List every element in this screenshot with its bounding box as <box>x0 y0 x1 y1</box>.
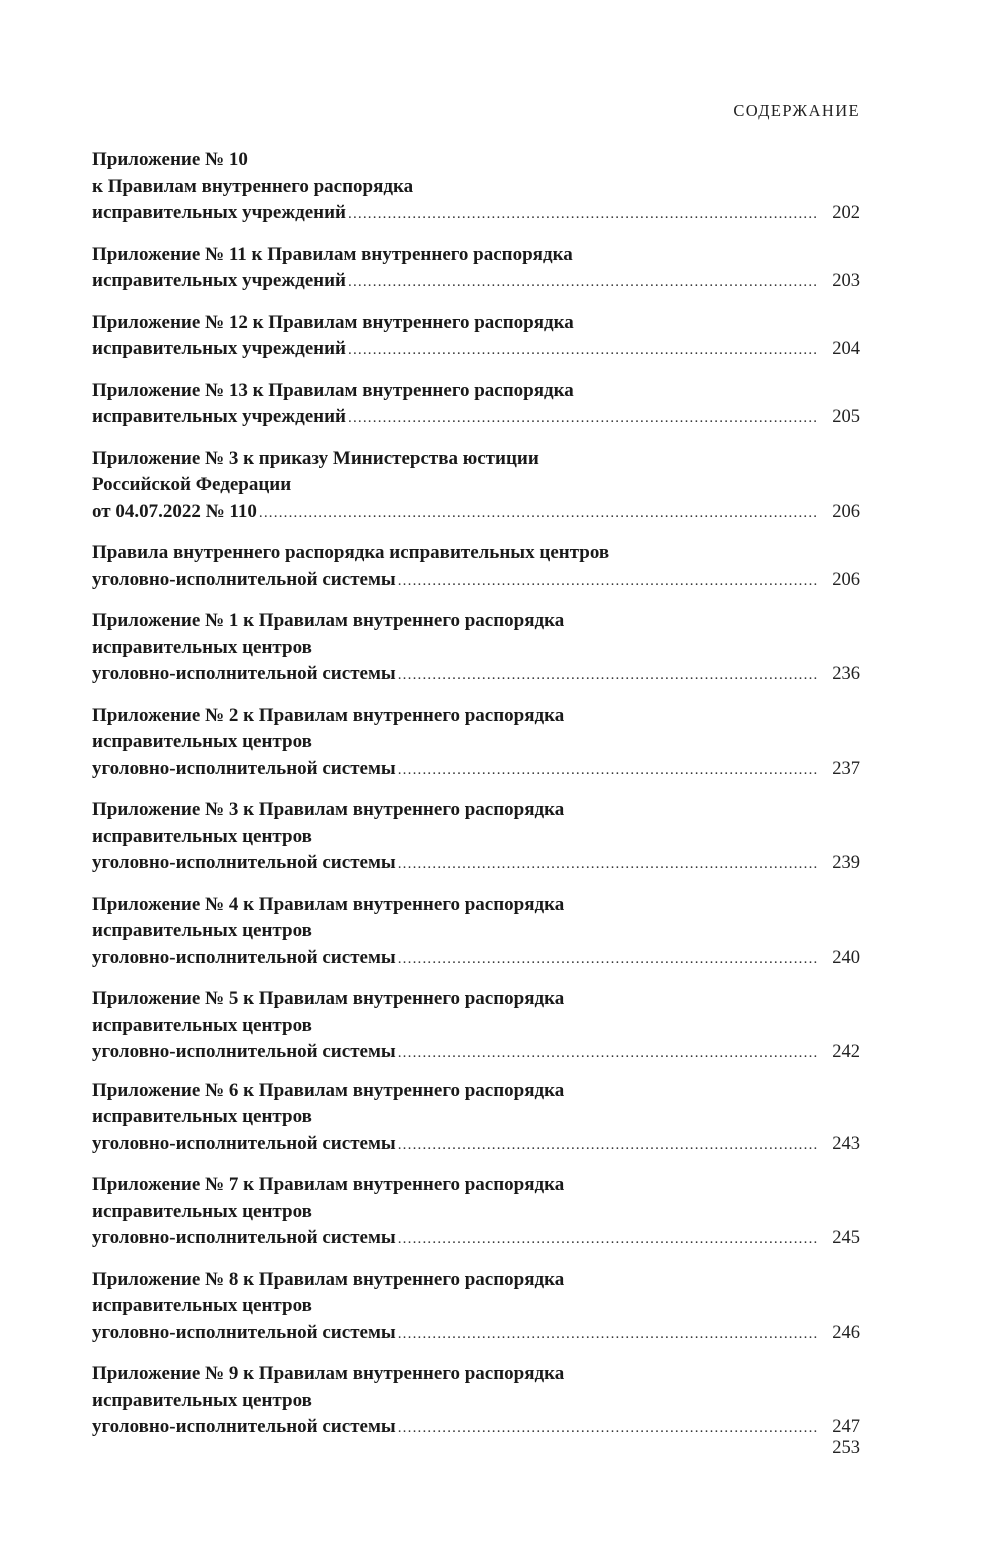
toc-entry-line: Приложение № 1 к Правилам внутреннего распорядка <box>92 610 565 631</box>
toc-entry[interactable] <box>92 378 860 432</box>
toc-entry-line: Приложение № 3 к приказу Министерства юстиции <box>92 447 539 469</box>
toc-entry-title-end: уголовно-исполнительной системы <box>92 852 396 873</box>
toc-entry-line: Приложение № 11 к Правилам внутреннего распорядка <box>92 243 573 265</box>
dot-leader <box>398 662 818 689</box>
toc-entry-title-end: исправительных учреждений <box>92 406 346 427</box>
toc-entry[interactable] <box>92 892 860 973</box>
table-of-contents <box>92 147 860 1442</box>
toc-entry-line: Российской Федерации <box>92 474 292 495</box>
toc-entry-line: Приложение № 7 к Правилам внутреннего распорядка <box>92 1174 565 1195</box>
toc-entry[interactable] <box>92 986 860 1067</box>
toc-entry-line: исправительных центров <box>92 825 312 847</box>
toc-entry-title-end: исправительных учреждений <box>92 270 346 291</box>
dot-leader <box>398 1321 818 1348</box>
toc-entry-title-end: уголовно-исполнительной системы <box>92 757 396 779</box>
toc-entry[interactable] <box>92 1267 860 1348</box>
toc-entry-line: Приложение № 9 к Правилам внутреннего распорядка <box>92 1363 565 1384</box>
toc-entry-line: исправительных центров <box>92 1389 312 1411</box>
toc-entry-line: исправительных центров <box>92 1295 312 1316</box>
toc-page-number: 206 <box>832 569 860 590</box>
toc-page-number: 204 <box>832 339 860 359</box>
toc-page-number: 202 <box>832 203 860 223</box>
toc-entry-line: исправительных центров <box>92 731 312 752</box>
toc-entry-line: Приложение № 3 к Правилам внутреннего распорядка <box>92 799 565 820</box>
toc-entry-line: исправительных центров <box>92 636 312 658</box>
toc-page-number: 205 <box>832 407 860 427</box>
toc-entry-title-end: уголовно-исполнительной системы <box>92 1416 396 1437</box>
toc-entry-line: Приложение № 6 к Правилам внутреннего распорядка <box>92 1079 565 1101</box>
toc-entry-title-end: от 04.07.2022 № 110 <box>92 500 257 522</box>
toc-entry[interactable] <box>92 703 860 784</box>
toc-page-number: 242 <box>832 1042 860 1062</box>
toc-entry[interactable] <box>92 1172 860 1253</box>
toc-page-number: 239 <box>832 853 860 873</box>
toc-entry-line: Приложение № 4 к Правилам внутреннего распорядка <box>92 893 565 915</box>
toc-entry-line: Приложение № 12 к Правилам внутреннего распорядка <box>92 311 574 333</box>
dot-leader <box>348 405 818 432</box>
running-head: СОДЕРЖАНИЕ <box>733 101 860 120</box>
toc-page-number: 206 <box>832 501 860 522</box>
toc-entry[interactable] <box>92 310 860 364</box>
toc-entry-title-end: уголовно-исполнительной системы <box>92 568 396 590</box>
toc-page-number: 236 <box>832 664 860 684</box>
toc-entry[interactable] <box>92 797 860 878</box>
toc-page-number: 243 <box>832 1133 860 1154</box>
toc-entry[interactable] <box>92 608 860 689</box>
toc-entry[interactable] <box>92 242 860 296</box>
toc-page-number: 247 <box>832 1417 860 1437</box>
toc-entry-line: Приложение № 8 к Правилам внутреннего распорядка <box>92 1268 565 1290</box>
toc-entry-line: Приложение № 5 к Правилам внутреннего распорядка <box>92 988 565 1009</box>
toc-entry[interactable] <box>92 1361 860 1442</box>
toc-entry-line: Приложение № 2 к Правилам внутреннего распорядка <box>92 704 565 726</box>
dot-leader <box>348 269 818 296</box>
dot-leader <box>398 1132 818 1159</box>
toc-entry-line: Правила внутреннего распорядка исправительных центров <box>92 542 610 563</box>
toc-page-number: 240 <box>832 947 860 968</box>
toc-entry-title-end: уголовно-исполнительной системы <box>92 1321 396 1343</box>
dot-leader <box>398 757 818 784</box>
toc-entry[interactable] <box>92 1078 860 1159</box>
toc-entry-line: исправительных центров <box>92 920 312 941</box>
dot-leader <box>398 1415 818 1442</box>
toc-entry[interactable] <box>92 540 860 594</box>
toc-entry-title-end: уголовно-исполнительной системы <box>92 1041 396 1062</box>
toc-entry-line: к Правилам внутреннего распорядка <box>92 175 414 197</box>
toc-page-number: 237 <box>832 758 860 779</box>
dot-leader <box>348 201 818 228</box>
dot-leader <box>259 500 818 527</box>
dot-leader <box>398 1226 818 1253</box>
toc-entry-title-end: исправительных учреждений <box>92 338 346 359</box>
toc-entry-line: исправительных центров <box>92 1200 312 1222</box>
toc-entry-line: исправительных центров <box>92 1014 312 1036</box>
dot-leader <box>398 946 818 973</box>
toc-entry-title-end: уголовно-исполнительной системы <box>92 1227 396 1248</box>
dot-leader <box>398 568 818 595</box>
toc-entry[interactable] <box>92 446 860 527</box>
dot-leader <box>398 1040 818 1067</box>
toc-entry[interactable] <box>92 147 860 228</box>
toc-page-number: 246 <box>832 1322 860 1343</box>
page-folio-number: 253 <box>832 1438 860 1458</box>
toc-entry-title-end: уголовно-исполнительной системы <box>92 946 396 968</box>
toc-entry-line: исправительных центров <box>92 1106 312 1127</box>
toc-entry-line: Приложение № 13 к Правилам внутреннего распорядка <box>92 379 574 401</box>
dot-leader <box>398 851 818 878</box>
dot-leader <box>348 337 818 364</box>
toc-entry-title-end: исправительных учреждений <box>92 202 346 223</box>
toc-page-number: 203 <box>832 271 860 291</box>
toc-page-number: 245 <box>832 1228 860 1248</box>
toc-entry-title-end: уголовно-исполнительной системы <box>92 663 396 684</box>
toc-entry-title-end: уголовно-исполнительной системы <box>92 1132 396 1154</box>
toc-entry-line: Приложение № 10 <box>92 149 248 170</box>
